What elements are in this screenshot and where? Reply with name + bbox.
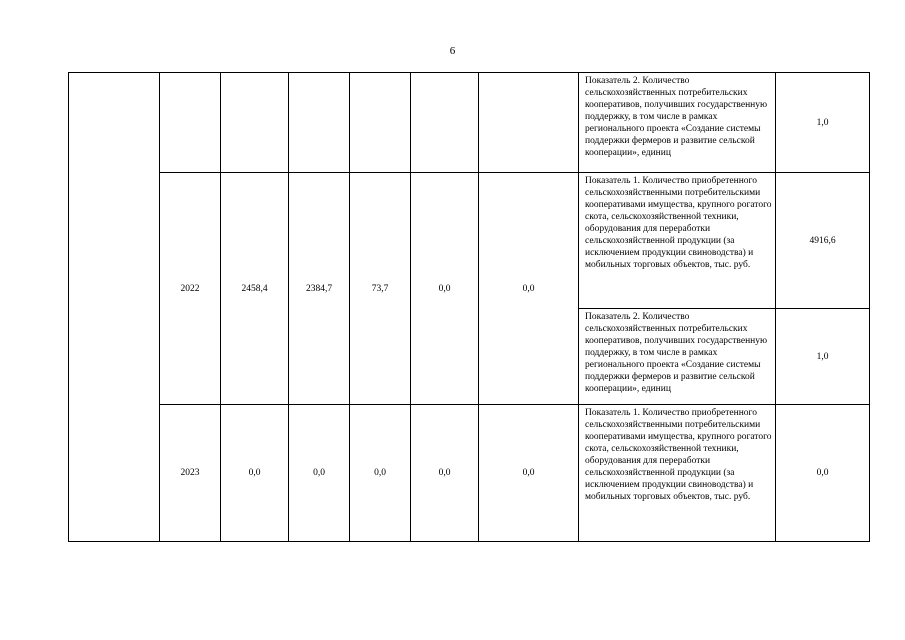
year-cell (160, 73, 221, 173)
program-cell (69, 73, 160, 542)
local-budget-cell: 0,0 (411, 173, 479, 405)
table-row (69, 405, 870, 542)
indicator-text: Показатель 2. Количество сельскохозяйственных потребительских кооперативов, получивших государственную поддержку, в том числе в рамках регионального проекта «Создание системы поддержки фермеров и развитие сельской кооперации», единиц (579, 73, 776, 173)
year-cell: 2022 (160, 173, 221, 405)
page-number: 6 (449, 45, 456, 57)
indicator-text: Показатель 1. Количество приобретенного сельскохозяйственными потребительскими кооперативами имущества, крупного рогатого скота, сельскохозяйственной техники, оборудования для переработки сельскохозяйственной продукции (за исключением продукции свиноводства) и мобильных торговых объектов, тыс. руб. (579, 405, 776, 542)
indicator-value: 4916,6 (776, 173, 870, 309)
regional-budget-cell: 73,7 (350, 173, 411, 405)
regional-budget-cell (350, 73, 411, 173)
funding-table (68, 72, 870, 542)
indicator-text: Показатель 1. Количество приобретенного сельскохозяйственными потребительскими кооперативами имущества, крупного рогатого скота, сельскохозяйственной техники, оборудования для переработки сельскохозяйственной продукции (за исключением продукции свиноводства) и мобильных торговых объектов, тыс. руб. (579, 173, 776, 309)
indicator-value: 1,0 (776, 73, 870, 173)
total-cell: 0,0 (221, 405, 289, 542)
federal-budget-cell: 0,0 (289, 405, 350, 542)
other-sources-cell: 0,0 (479, 405, 579, 542)
regional-budget-cell: 0,0 (350, 405, 411, 542)
other-sources-cell: 0,0 (479, 173, 579, 405)
total-cell (221, 73, 289, 173)
federal-budget-cell (289, 73, 350, 173)
indicator-text: Показатель 2. Количество сельскохозяйственных потребительских кооперативов, получивших государственную поддержку, в том числе в рамках регионального проекта «Создание системы поддержки фермеров и развитие сельской кооперации», единиц (579, 309, 776, 405)
total-cell: 2458,4 (221, 173, 289, 405)
table-row (69, 73, 870, 173)
local-budget-cell (411, 73, 479, 173)
table-row (69, 173, 870, 309)
other-sources-cell (479, 73, 579, 173)
indicator-value: 1,0 (776, 309, 870, 405)
federal-budget-cell: 2384,7 (289, 173, 350, 405)
year-cell: 2023 (160, 405, 221, 542)
local-budget-cell: 0,0 (411, 405, 479, 542)
indicator-value: 0,0 (776, 405, 870, 542)
